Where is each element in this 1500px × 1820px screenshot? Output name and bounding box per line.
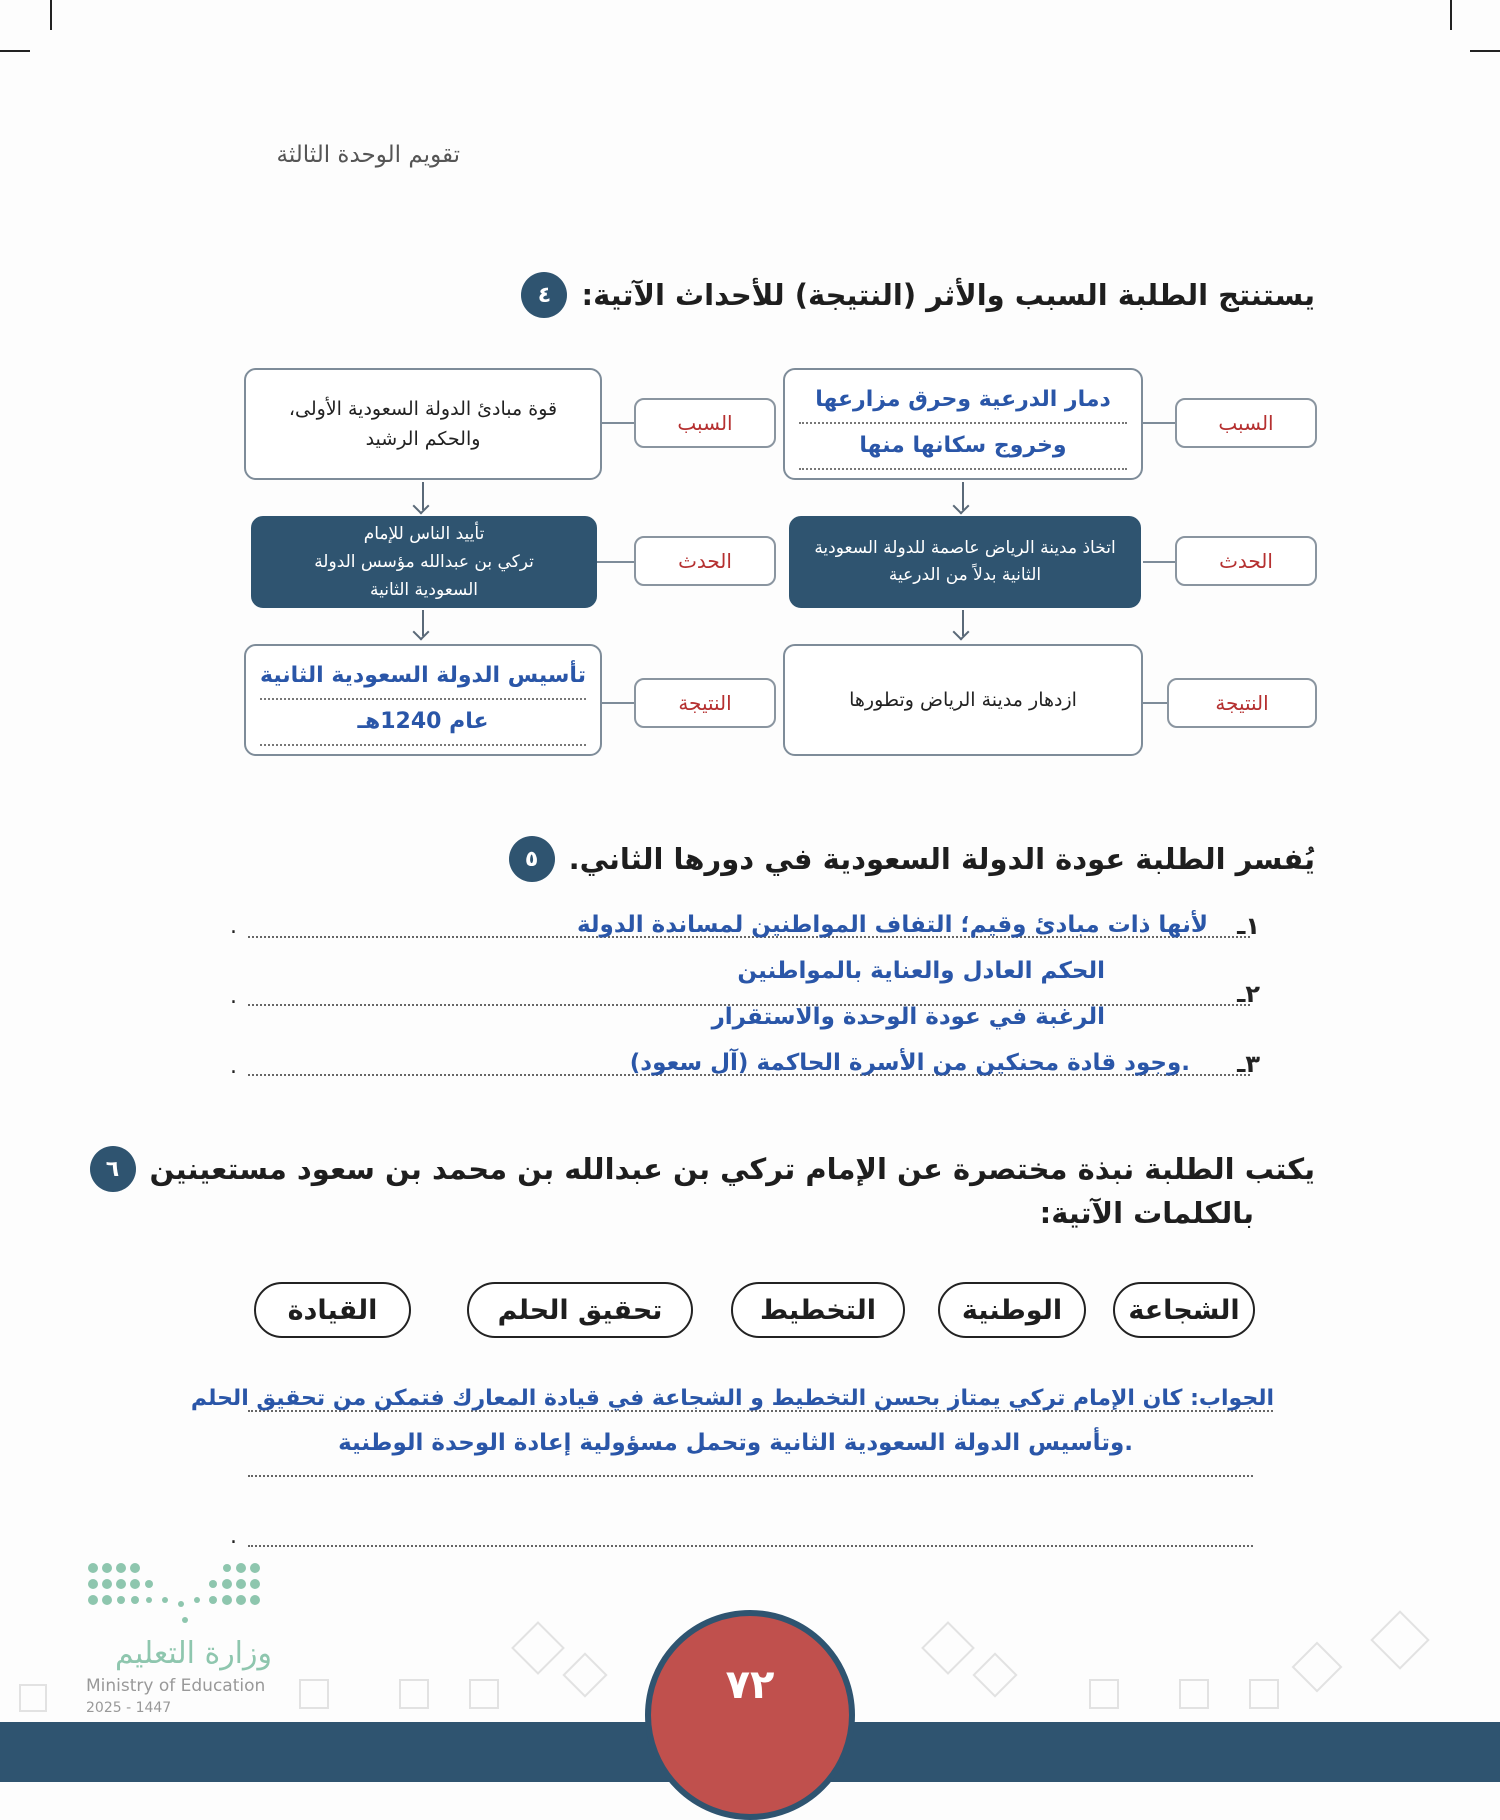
handwritten-answer: الجواب: كان الإمام تركي يمتاز بحسن التخطيط و الشجاعة في قيادة المعارك فتمكن من تحقيق الحلم — [190, 1386, 1274, 1411]
handwritten-answer: الرغبة في عودة الوحدة والاستقرار — [711, 1004, 1105, 1030]
event-line: تأييد الناس للإمام — [363, 524, 485, 544]
event-line: السعودية الثانية — [369, 580, 479, 600]
result-box-right: ازدهار مدينة الرياض وتطورها — [783, 644, 1143, 756]
ministry-name-arabic: وزارة التعليم — [114, 1636, 272, 1671]
handwritten-answer: عام 1240هـ — [260, 700, 586, 746]
event-label: الحدث — [1175, 536, 1317, 586]
event-label: الحدث — [634, 536, 776, 586]
handwritten-answer: لأنها ذات مبادئ وقيم؛ التفاف المواطنين لمساندة الدولة — [576, 912, 1208, 938]
result-label: النتيجة — [634, 678, 776, 728]
keyword-pill: الشجاعة — [1113, 1282, 1255, 1338]
crop-mark — [0, 50, 30, 52]
question-prompt: يُفسر الطلبة عودة الدولة السعودية في دورها الثاني. — [568, 842, 1315, 876]
question-prompt: يستنتج الطلبة السبب والأثر (النتيجة) للأحداث الآتية: — [581, 278, 1315, 312]
crop-mark — [1470, 50, 1500, 52]
end-dot: . — [230, 984, 237, 1009]
ministry-name-english: Ministry of Education — [86, 1676, 266, 1696]
item-number: ٣ـ — [1237, 1050, 1260, 1078]
arrow-down — [422, 610, 424, 636]
question-number-badge: ٥ — [509, 836, 555, 882]
edition-year: 2025 - 1447 — [86, 1700, 172, 1716]
keyword-pill: الوطنية — [938, 1282, 1086, 1338]
question-prompt: يكتب الطلبة نبذة مختصرة عن الإمام تركي بن عبدالله بن محمد بن سعود مستعينين — [149, 1152, 1315, 1186]
handwritten-answer: وخروج سكانها منها — [799, 424, 1127, 470]
question-5 — [509, 836, 1315, 882]
question-number-badge: ٦ — [90, 1146, 136, 1192]
handwritten-answer: دمار الدرعية وحرق مزارعها — [799, 378, 1127, 424]
arrow-down — [962, 610, 964, 636]
page-number: ٧٢ — [725, 1662, 775, 1708]
unit-title: تقويم الوحدة الثالثة — [276, 142, 460, 168]
crop-mark — [1450, 0, 1452, 30]
cause-box-left: قوة مبادئ الدولة السعودية الأولى، والحكم الرشيد — [244, 368, 602, 480]
event-box-left — [251, 516, 597, 608]
handwritten-answer: الحكم العادل والعناية بالمواطنين — [737, 958, 1105, 984]
keyword-pill: التخطيط — [731, 1282, 905, 1338]
handwritten-answer: .وتأسيس الدولة السعودية الثانية وتحمل مسؤولية إعادة الوحدة الوطنية — [338, 1430, 1133, 1456]
event-box-right: اتخاذ مدينة الرياض عاصمة للدولة السعودية الثانية بدلاً من الدرعية — [789, 516, 1141, 608]
question-number-badge: ٤ — [521, 272, 567, 318]
item-number: ١ـ — [1237, 912, 1260, 940]
cause-label: السبب — [1175, 398, 1317, 448]
end-dot: . — [230, 1524, 237, 1549]
item-number: ٢ـ — [1237, 980, 1260, 1008]
ministry-logo-dots — [85, 1560, 275, 1630]
arrow-down — [422, 482, 424, 510]
keyword-pill: القيادة — [254, 1282, 411, 1338]
handwritten-answer: .وجود قادة محنكين من الأسرة الحاكمة (آل سعود) — [629, 1050, 1190, 1076]
answer-line — [248, 1545, 1253, 1547]
end-dot: . — [230, 1054, 237, 1079]
answer-line — [248, 1475, 1253, 1477]
page-number-badge — [645, 1610, 855, 1820]
question-prompt-continued: بالكلمات الآتية: — [1039, 1196, 1254, 1230]
keyword-pill: تحقيق الحلم — [467, 1282, 693, 1338]
handwritten-answer: تأسيس الدولة السعودية الثانية — [260, 654, 586, 700]
result-label: النتيجة — [1167, 678, 1317, 728]
arrow-down — [962, 482, 964, 510]
end-dot: . — [230, 914, 237, 939]
cause-label: السبب — [634, 398, 776, 448]
cause-box-right — [783, 368, 1143, 480]
event-line: تركي بن عبدالله مؤسس الدولة — [314, 552, 534, 572]
question-6 — [90, 1146, 1315, 1192]
crop-mark — [50, 0, 52, 30]
question-4 — [521, 272, 1315, 318]
result-box-left — [244, 644, 602, 756]
